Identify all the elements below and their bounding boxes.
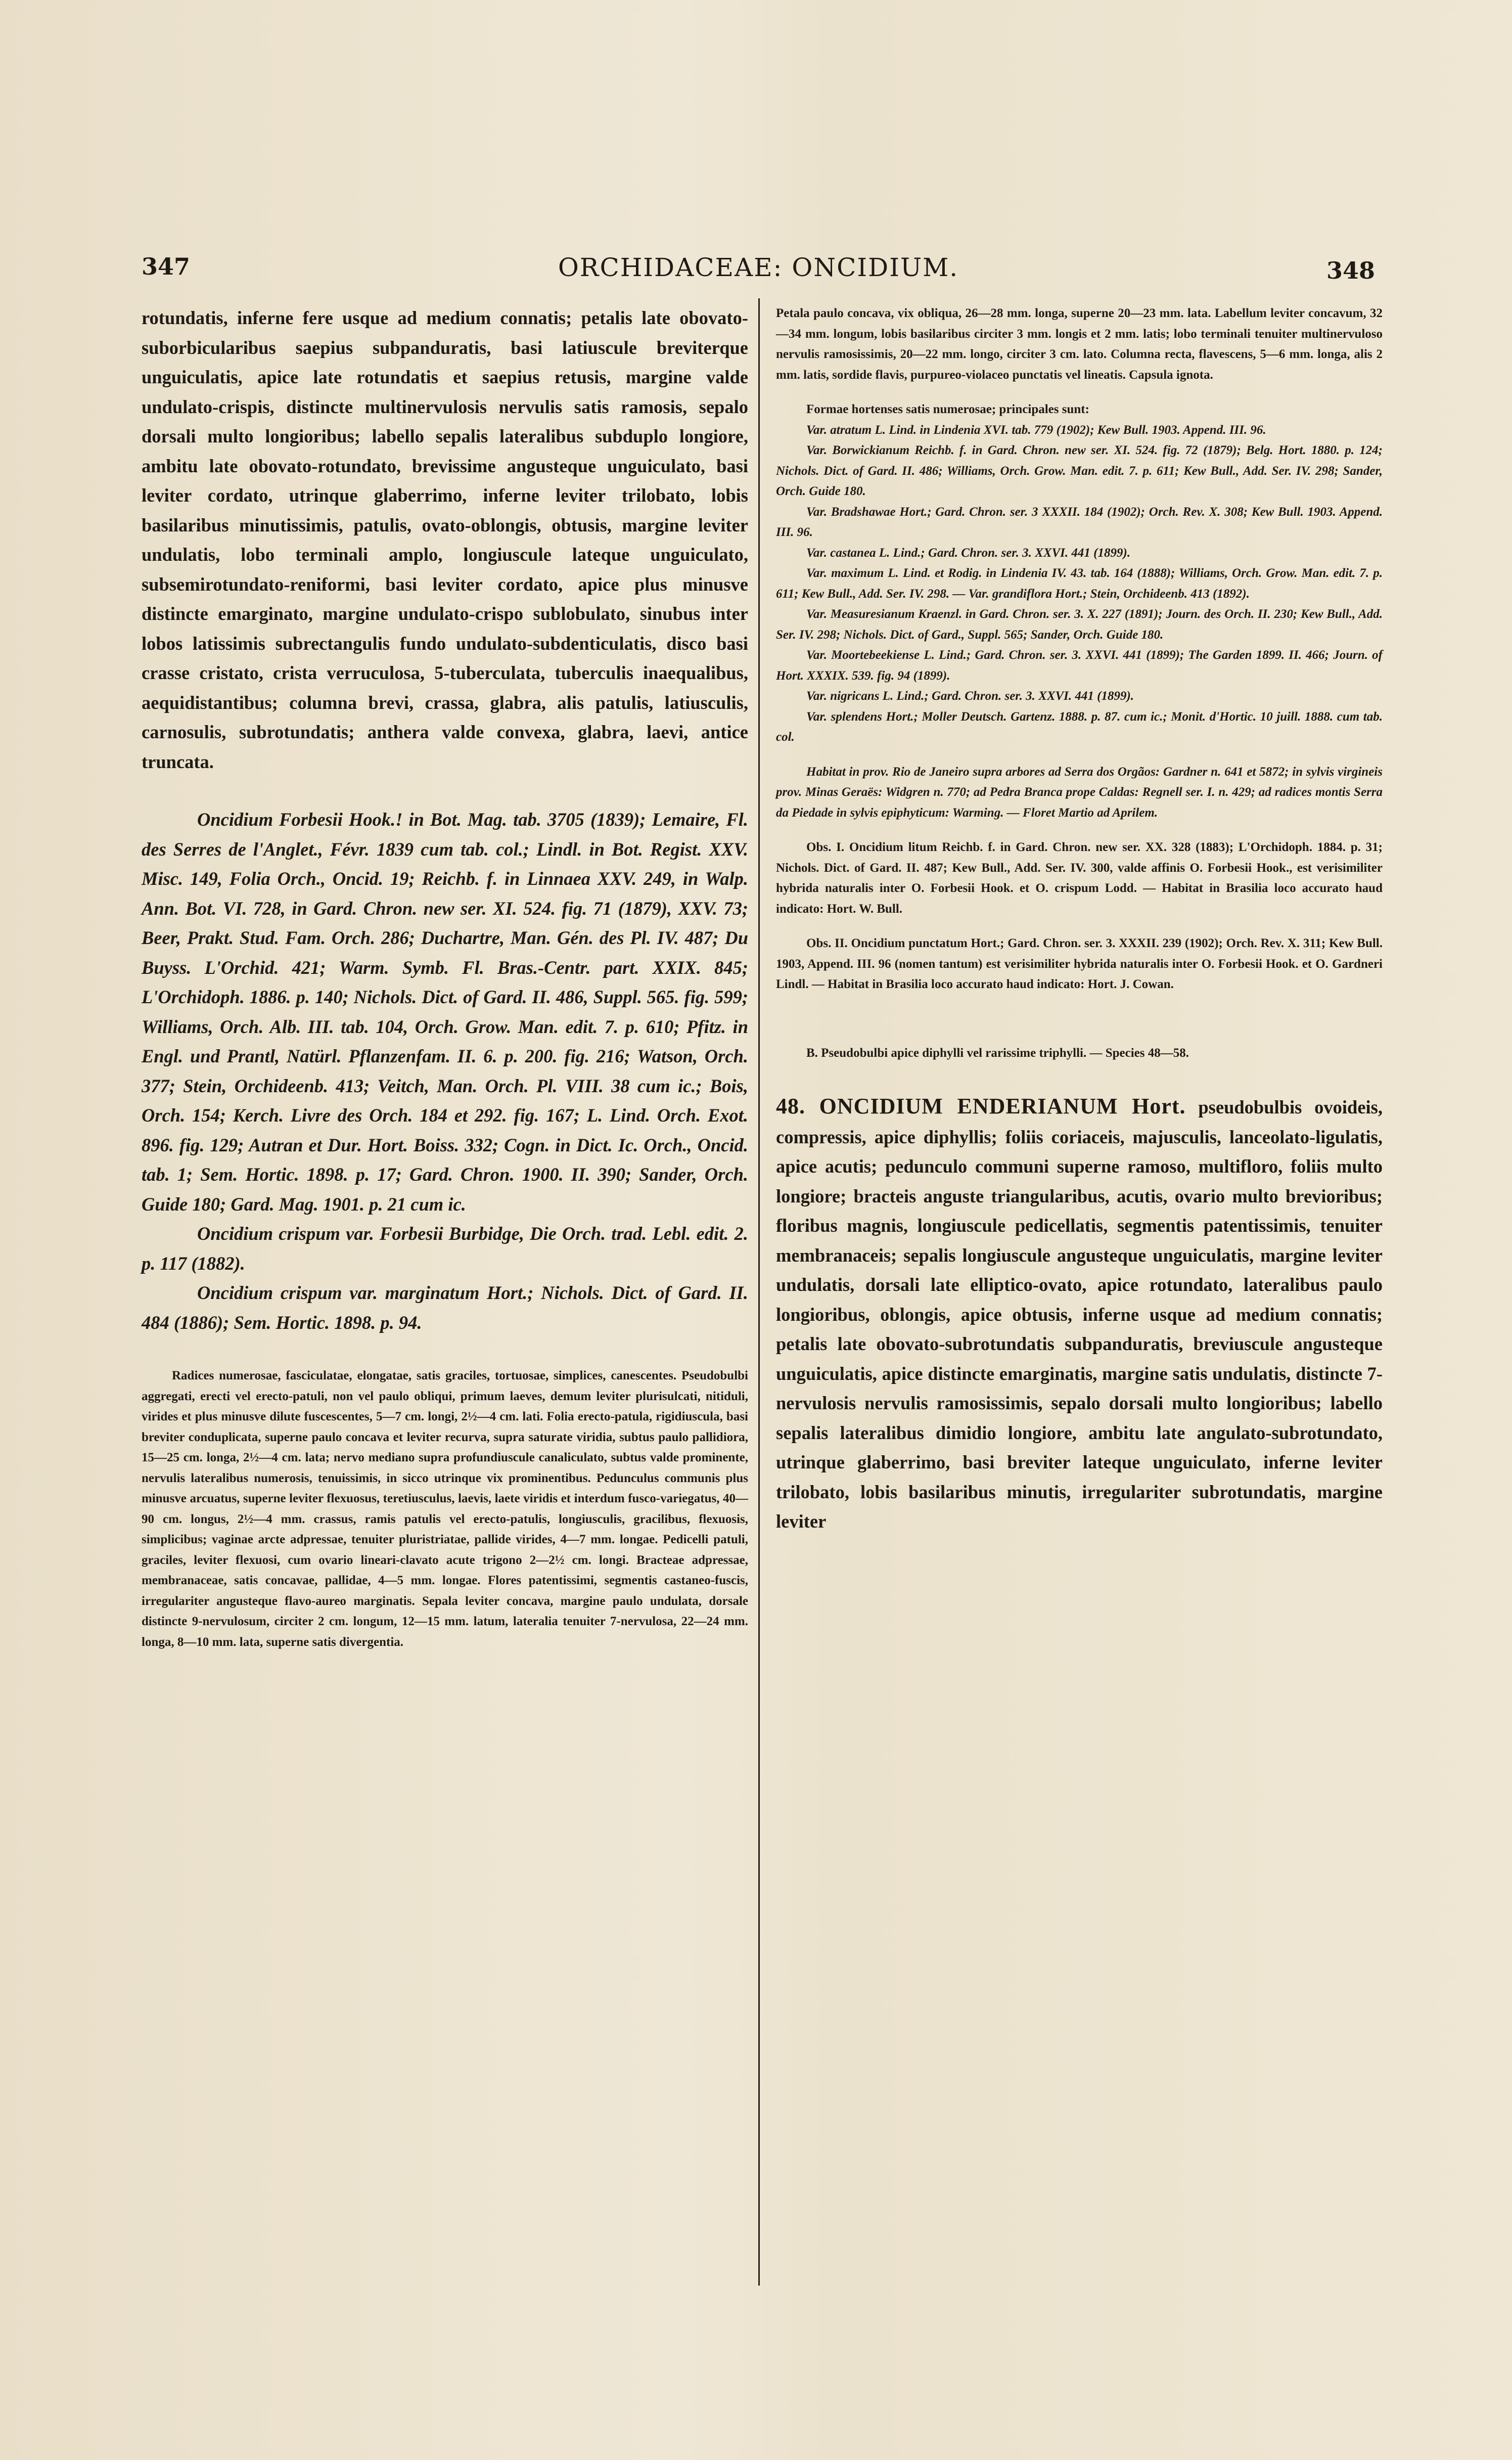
column-divider (758, 298, 760, 2286)
species-48-paragraph (776, 1092, 1383, 1537)
variety-entry: Var. nigricans L. Lind.; Gard. Chron. ser. 3. XXVI. 441 (1899). (806, 689, 1134, 703)
page-number-right: 348 (1326, 257, 1375, 284)
habitat-paragraph: Habitat in prov. Rio de Janeiro supra arbores ad Serra dos Orgãos: Gardner n. 641 et 5872; in sylvis virgineis prov. Minas Geraës: Widgren n. 770; ad Pedra Branca prope Caldas: Regnell ser. I. n. 429; ad radices montis Serra da Piedade in sylvis epiphyticum: Warming. — Floret Martio ad Aprilem. (776, 765, 1383, 820)
citation-crispum-marginatum: Oncidium crispum var. marginatum Hort.; Nichols. Dict. of Gard. II. 484 (1886); Sem. Hortic. 1898. p. 94. (142, 1282, 748, 1333)
variety-entry: Var. atratum L. Lind. in Lindenia XVI. tab. 779 (1902); Kew Bull. 1903. Append. III. 96. (806, 423, 1266, 437)
variety-entry: Var. Measuresianum Kraenzl. in Gard. Chron. ser. 3. X. 227 (1891); Journ. des Orch. II. 230; Kew Bull., Add. Ser. IV. 298; Nichols. Dict. of Gard., Suppl. 565; Sander, Orch. Guide 180. (776, 607, 1383, 642)
species-heading: 48. ONCIDIUM ENDERIANUM Hort. (776, 1094, 1186, 1119)
page-header (142, 253, 1375, 283)
variety-entry: Var. splendens Hort.; Moller Deutsch. Gartenz. 1888. p. 87. cum ic.; Monit. d'Hortic. 10 juill. 1888. cum tab. col. (776, 709, 1383, 744)
right-column (776, 303, 1383, 1537)
morphology-paragraph: Radices numerosae, fasciculatae, elongatae, satis graciles, tortuosae, simplices, canescentes. Pseudobulbi aggregati, erecti vel erecto-patuli, non vel paulo obliqui, primum laeves, demum leviter plurisulcati, nitiduli, virides et plus minusve dilute fuscescentes, 5—7 cm. longi, 2½—4 cm. lati. Folia erecto-patula, rigidiuscula, basi breviter conduplicata, superne paulo concava et leviter recurva, supra saturate viridia, subtus paulo pallidiora, 15—25 cm. longa, 2½—4 cm. lata; nervo mediano supra profundiuscule canaliculato, subtus valde prominente, nervulis lateralibus numerosis, tenuissimis, in sicco utrinque vix prominentibus. Pedunculus communis plus minusve arcuatus, superne leviter flexuosus, teretiusculus, laevis, laete viridis et interdum fusco-variegatus, 40—90 cm. longus, 2½—4 mm. crassus, ramis patulis vel erecto-patulis, longiusculis, gracilibus, flexuosis, simplicibus; vaginae arcte adpressae, tenuiter pluristriatae, pallide virides, 4—7 mm. longae. Pedicelli patuli, graciles, leviter flexuosi, cum ovario lineari-clavato acute trigono 2—2½ cm. longi. Bracteae adpressae, membranaceae, satis concavae, pallidae, 4—5 mm. longae. Flores patentissimi, segmentis castaneo-fuscis, irregulariter angusteque flavo-aureo marginatis. Sepala leviter concava, margine paulo undulata, dorsale distincte 9-nervulosum, circiter 2 cm. longum, 12—15 mm. latum, lateralia tenuiter 7-nervulosa, 22—24 mm. longa, 8—10 mm. lata, superne satis divergentia. (142, 1369, 748, 1649)
description-paragraph: rotundatis, inferne fere usque ad medium connatis; petalis late obovato-suborbicularibus saepius subpanduratis, basi latiuscule breviterque unguiculatis, apice late rotundatis et saepius retusis, margine valde undulato-crispis, distincte multinervulosis nervulis satis ramosis, sepalo dorsali multo longioribus; labello sepalis lateralibus subduplo longiore, ambitu late obovato-rotundato, brevissime angusteque unguiculato, basi leviter cordato, utrinque glaberrimo, inferne leviter trilobato, lobis basilaribus minutissimis, patulis, ovato-oblongis, obtusis, margine leviter undulatis, lobo terminali amplo, longiuscule lateque unguiculato, subsemirotundato-reniformi, basi leviter cordato, apice plus minusve distincte emarginato, margine undulato-crispo sublobulato, sinubus inter lobos latissimis subrectangulis fundo undulato-subdenticulatis, disco basi crasse cristato, crista verruculosa, 5-tuberculata, tuberculis inaequalibus, aequidistantibus; columna brevi, crassa, glabra, alis patulis, latiusculis, carnosulis, subrotundatis; anthera valde convexa, glabra, laevi, antice truncata. (142, 307, 748, 772)
continuation-paragraph: Petala paulo concava, vix obliqua, 26—28 mm. longa, superne 20—23 mm. lata. Labellum leviter concavum, 32—34 mm. longum, lobis basilaribus circiter 3 mm. longis et 2 mm. latis; lobo terminali tenuiter multinervuloso nervulis ramosissimis, 20—22 mm. longo, circiter 3 cm. lato. Columna recta, flavescens, 5—6 mm. longa, alis 2 mm. latis, sordide flavis, purpureo-violaceo punctatis vel lineatis. Capsula ignota. (776, 306, 1383, 382)
running-title: ORCHIDACEAE: ONCIDIUM. (558, 253, 959, 282)
species-description: pseudobulbis ovoideis, compressis, apice diphyllis; foliis coriaceis, majusculis, lanceolato-ligulatis, apice acutis; pedunculo communi superne ramoso, multifloro, foliis multo longiore; bracteis anguste triangularibus, acutis, ovario multo brevioribus; floribus magnis, longiuscule pedicellatis, segmentis patentissimis, tenuiter membranaceis; sepalis longiuscule angusteque unguiculatis, margine leviter undulatis, dorsali late elliptico-ovato, apice rotundato, lateralibus paulo longioribus, oblongis, apice obtusis, inferne usque ad medium connatis; petalis late obovato-subrotundatis subpanduratis, breviuscule angusteque unguiculatis, apice distincte emarginatis, margine satis undulatis, distincte 7-nervulosis nervulis ramosissimis, sepalo dorsali multo longioribus; labello sepalis lateralibus dimidio longiore, ambitu late angulato-subrotundato, utrinque glaberrimo, basi breviter lateque unguiculato, inferne leviter trilobato, lobis basilaribus minutis, irregulariter subrotundatis, margine leviter (776, 1097, 1383, 1532)
citation-forbesii: Oncidium Forbesii Hook.! in Bot. Mag. tab. 3705 (1839); Lemaire, Fl. des Serres de l'Anglet., Févr. 1839 cum tab. col.; Lindl. in Bot. Regist. XXV. Misc. 149, Folia Orch., Oncid. 19; Reichb. f. in Linnaea XXV. 249, in Walp. Ann. Bot. VI. 728, in Gard. Chron. new ser. XI. 524. fig. 71 (1879), XXV. 73; Beer, Prakt. Stud. Fam. Orch. 286; Duchartre, Man. Gén. des Pl. IV. 487; Du Buyss. L'Orchid. 421; Warm. Symb. Fl. Bras.-Centr. part. XXIX. 845; L'Orchidoph. 1886. p. 140; Nichols. Dict. of Gard. II. 486, Suppl. 565. fig. 599; Williams, Orch. Alb. III. tab. 104, Orch. Grow. Man. edit. 7. p. 610; Pfitz. in Engl. und Prantl, Natürl. Pflanzenfam. II. 6. p. 200. fig. 216; Watson, Orch. 377; Stein, Orchideenb. 413; Veitch, Man. Orch. Pl. VIII. 38 cum ic.; Bois, Orch. 154; Kerch. Livre des Orch. 184 et 292. fig. 167; L. Lind. Orch. Exot. 896. fig. 129; Autran et Dur. Hort. Boiss. 332; Cogn. in Dict. Ic. Orch., Oncid. tab. 1; Sem. Hortic. 1898. p. 17; Gard. Chron. 1900. II. 390; Sander, Orch. Guide 180; Gard. Mag. 1901. p. 21 cum ic. (142, 809, 748, 1215)
formae-intro: Formae hortenses satis numerosae; principales sunt: (806, 402, 1089, 416)
page-number-left: 347 (142, 253, 191, 280)
observation-2: Obs. II. Oncidium punctatum Hort.; Gard. Chron. ser. 3. XXXII. 239 (1902); Orch. Rev. X. 311; Kew Bull. 1903, Append. III. 96 (nomen tantum) est verisimiliter hybrida naturalis inter O. Forbesii Hook. et O. Gardneri Lindl. — Habitat in Brasilia loco accurato haud indicato: Hort. J. Cowan. (776, 936, 1383, 991)
citation-crispum-forbesii: Oncidium crispum var. Forbesii Burbidge, Die Orch. trad. Lebl. edit. 2. p. 117 (1882). (142, 1223, 748, 1274)
variety-entry: Var. Bradshawae Hort.; Gard. Chron. ser. 3 XXXII. 184 (1902); Orch. Rev. X. 308; Kew Bull. 1903. Append. III. 96. (776, 505, 1383, 539)
variety-entry: Var. Borwickianum Reichb. f. in Gard. Chron. new ser. XI. 524. fig. 72 (1879); Belg. Hort. 1880. p. 124; Nichols. Dict. of Gard. II. 486; Williams, Orch. Grow. Man. edit. 7. p. 611; Kew Bull., Add. Ser. IV. 298; Sander, Orch. Guide 180. (776, 443, 1383, 498)
variety-entry: Var. Moortebeekiense L. Lind.; Gard. Chron. ser. 3. XXVI. 441 (1899); The Garden 1899. II. 466; Journ. of Hort. XXXIX. 539. fig. 94 (1899). (776, 648, 1383, 683)
observation-1: Obs. I. Oncidium litum Reichb. f. in Gard. Chron. new ser. XX. 328 (1883); L'Orchidoph. 1884. p. 31; Nichols. Dict. of Gard. II. 487; Kew Bull., Add. Ser. IV. 300, valde affinis O. Forbesii Hook., est verisimiliter hybrida naturalis inter O. Forbesii Hook. et O. crispum Lodd. — Habitat in Brasilia loco accurato haud indicato: Hort. W. Bull. (776, 840, 1383, 916)
left-column (142, 303, 748, 1652)
variety-entry: Var. castanea L. Lind.; Gard. Chron. ser. 3. XXVI. 441 (1899). (806, 546, 1131, 560)
section-b-heading: B. Pseudobulbi apice diphylli vel rarissime triphylli. — Species 48—58. (806, 1046, 1189, 1060)
variety-entry: Var. maximum L. Lind. et Rodig. in Lindenia IV. 43. tab. 164 (1888); Williams, Orch. Grow. Man. edit. 7. p. 611; Kew Bull., Add. Ser. IV. 298. — Var. grandiflora Hort.; Stein, Orchideenb. 413 (1892). (776, 566, 1383, 601)
